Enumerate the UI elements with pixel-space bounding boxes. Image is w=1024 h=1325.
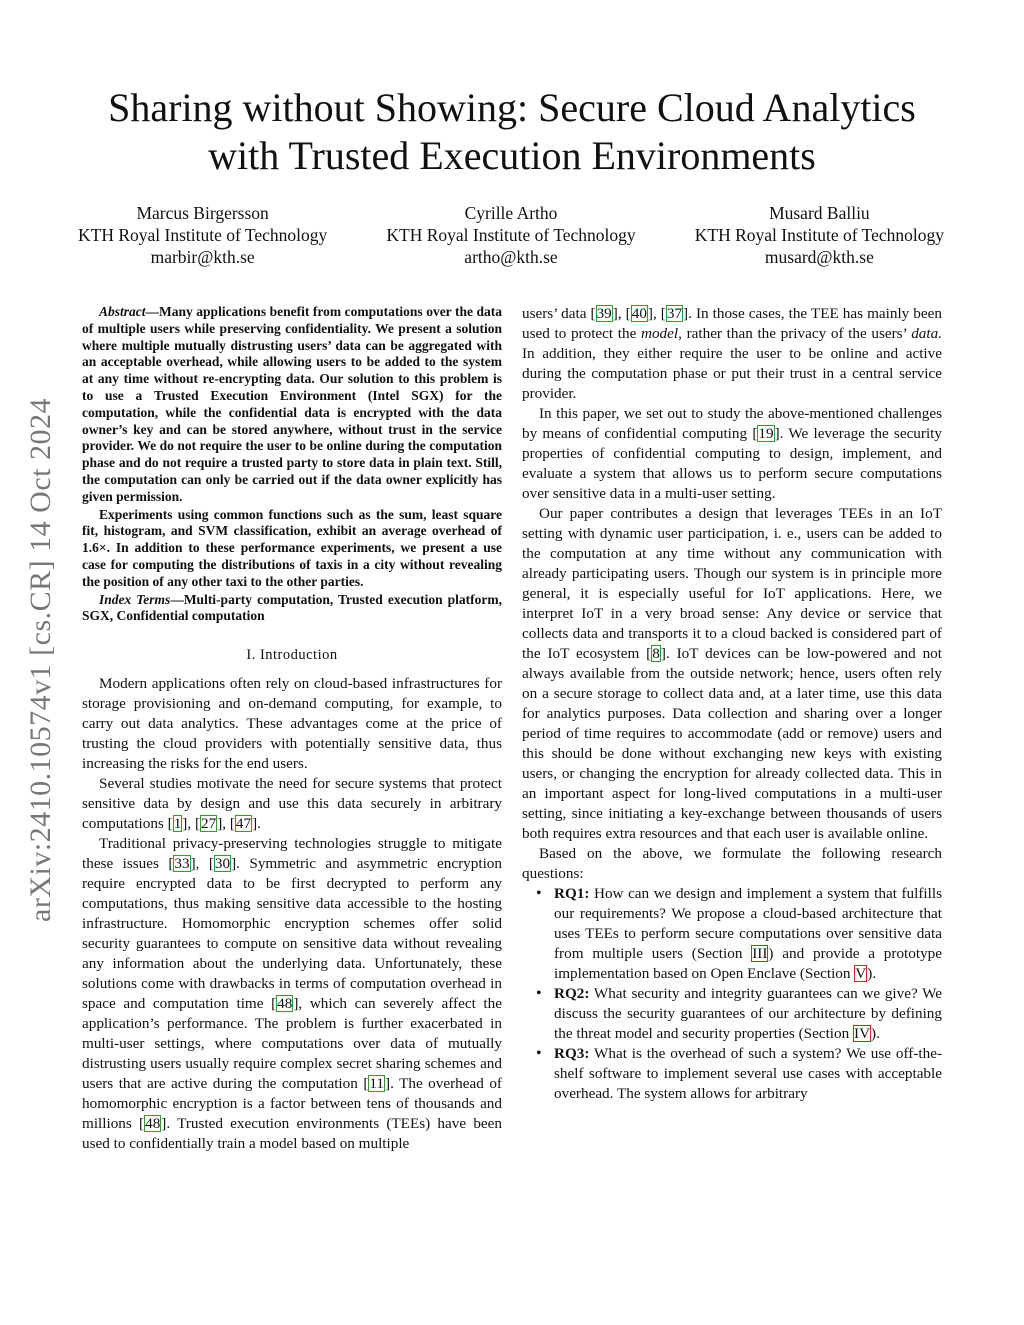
author-email[interactable]: musard@kth.se bbox=[764, 247, 874, 267]
text-run: In this paper, we set out to study the above-mentioned challenges by means of confidential computing bbox=[522, 405, 942, 442]
arxiv-identifier-stamp bbox=[6, 350, 76, 970]
author-email[interactable]: marbir@kth.se bbox=[150, 247, 255, 267]
text-run: Several studies motivate the need for secure systems that protect sensitive data by design and use this data securely in arbitrary computations bbox=[82, 775, 502, 833]
intro-paragraph-6: Our paper contributes a design that leverages TEEs in an IoT setting with dynamic user participation, i. e., users can be added to the computation at any time without any communication with already participating users. Though our system is in principle more general, it is especially useful for IoT applications. Here, we interpret IoT in a very broad sense: Any device or service that collects data and transports it to a cloud backed is considered part of the IoT ecosystem [8]. IoT devices can be low-powered and not always available from the outside network; hence, users often rely on a secure storage to collect data and, at a later time, use this data for analytics purposes. Data collection and sharing over a longer period of time requires to accommodate (add or remove) users and this should be done without exchanging new keys with existing users, or changing the encryption for already collected data. This in an important aspect for long-lived computations in a multi-user setting, since initiating a key-exchange between thousands of users both requires extra resources and that each user is available online. bbox=[522, 505, 942, 842]
author-1 bbox=[78, 202, 327, 268]
citation-link[interactable]: 19 bbox=[758, 425, 774, 442]
paper-title bbox=[60, 84, 964, 180]
text-run: ) and provide a prototype implementation based on Open Enclave (Section bbox=[554, 945, 943, 982]
arxiv-id-text: arXiv:2410.10574v1 [cs.CR] 14 Oct 2024 bbox=[24, 398, 57, 922]
abstract-label: Abstract bbox=[99, 304, 146, 319]
rq-label: RQ1: bbox=[554, 885, 590, 902]
index-terms-text: —Multi-party computation, Trusted execution platform, SGX, Confidential computation bbox=[82, 591, 502, 624]
citation-link[interactable]: 8 bbox=[652, 645, 660, 662]
text-run: In addition, they either require the user to be online and active during the computation phase or put their trust in a central service provider. bbox=[522, 345, 942, 402]
intro-paragraph-7: Based on the above, we formulate the following research questions: bbox=[522, 845, 942, 882]
author-name: Cyrille Artho bbox=[464, 203, 558, 223]
author-email[interactable]: artho@kth.se bbox=[464, 247, 558, 267]
abstract-text-1: —Many applications benefit from computations over the data of multiple users while preserving confidentiality. We present a solution where multiple mutually distrusting users’ data can be aggregated with an acceptable overhead, while allowing users to be added to the system at any time without re-encrypting data. Our solution to this problem is to use a Trusted Execution Environment (Intel SGX) for the computation, while the confidential data is encrypted with the data owner’s key and can be stored anywhere, without trust in the service provider. We do not require the user to be online during the computation phase and do not require a trusted party to store data in plain text. Still, the computation can only be carried out if the data owner explicitly has given permission. bbox=[82, 304, 502, 504]
intro-paragraph-3: Traditional privacy-preserving technologies struggle to mitigate these issues [33], [30]. Symmetric and asymmetric encryption require encrypted data to be first decrypted to perform any computations, thus making sensitive data accessible to the hosting infrastructure. Homomorphic encryption schemes offer solid security guarantees to compute on sensitive data without revealing any information about the underlying data. Unfortunately, these solutions come with drawbacks in terms of computation overhead in space and computation time [48], which can severely affect the application’s performance. The problem is further exacerbated in multi-user settings, where computations over data of mutually distrusting users usually require complex secret sharing schemes and users that are active during the computation [11]. The overhead of homomorphic encryption is a factor between tens of thousands and millions [48]. Trusted execution environments (TEEs) have been used to confidentially train a model based on multiple bbox=[82, 835, 502, 1153]
citation-link[interactable]: 30 bbox=[214, 855, 231, 873]
text-run: . In those cases, the TEE has mainly been used to protect the bbox=[522, 305, 942, 342]
author-name: Musard Balliu bbox=[769, 203, 870, 223]
citation-link[interactable]: 48 bbox=[145, 1115, 161, 1133]
text-run: Traditional privacy-preserving technologies struggle to mitigate these issues bbox=[82, 835, 502, 873]
text-run: , which can severely affect the application’s performance. The problem is further exacerbated in multi-user settings, where computations over data of mutually distrusting users usually require complex secret sharing schemes and users that are active during the computation bbox=[82, 995, 502, 1093]
text-run: rather than the privacy of the users’ bbox=[681, 325, 912, 342]
title-line-2: with Trusted Execution Environments bbox=[208, 133, 816, 178]
text-run: ). bbox=[867, 965, 877, 982]
citation-link[interactable]: 37 bbox=[666, 305, 683, 322]
text-run-italic: model, bbox=[641, 325, 682, 342]
intro-paragraph-1: Modern applications often rely on cloud-based infrastructures for storage provisioning and on-demand computing, for example, to carry out data analytics. These advantages come at the price of trusting the cloud providers with potentially sensitive data, thus increasing the risks for the end users. bbox=[82, 675, 502, 773]
text-run: What is the overhead of such a system? We use off-the-shelf software to implement several use cases with acceptable overhead. The system allows for arbitrary bbox=[554, 1045, 942, 1102]
citation-link[interactable]: 48 bbox=[277, 995, 293, 1013]
author-3 bbox=[695, 202, 944, 268]
index-terms-label: Index Terms bbox=[99, 591, 171, 607]
rq-label: RQ3: bbox=[554, 1045, 590, 1062]
citation-link[interactable]: 40 bbox=[631, 305, 647, 322]
text-run: . Trusted execution environments (TEEs) have been used to confidentially train a model based on multiple bbox=[82, 1115, 502, 1153]
citation-link[interactable]: 39 bbox=[596, 305, 612, 322]
author-affiliation: KTH Royal Institute of Technology bbox=[386, 225, 636, 245]
author-name: Marcus Birgersson bbox=[136, 203, 269, 223]
intro-paragraph-4: users’ data [39], [40], [37]. In those cases, the TEE has mainly been used to protect the model, rather than the privacy of the users’ data. In addition, they either require the user to be online and active during the computation phase or put their trust in a central service provider. bbox=[522, 305, 942, 402]
author-affiliation: KTH Royal Institute of Technology bbox=[694, 225, 944, 245]
section-heading-introduction: I. Introduction bbox=[246, 647, 338, 664]
author-2 bbox=[386, 202, 635, 268]
text-run: How can we design and implement a system that fulfills our requirements? We propose a cloud-based architecture that uses TEEs to perform secure computations over sensitive data from multiple users (Section bbox=[554, 885, 942, 962]
research-question-2 bbox=[554, 984, 942, 1044]
text-run: ). bbox=[871, 1025, 880, 1042]
research-questions-list bbox=[522, 884, 942, 1104]
citation-link[interactable]: 47 bbox=[235, 815, 252, 833]
text-run: . IoT devices can be low-powered and not always available from the outside network; hence, users often rely on a secure storage to collect data and, at a later time, use this data for analytics purposes. Data collection and sharing over a longer period of time requires to accommodate (add or remove) users and this should be done without exchanging new keys with existing users, or changing the encryption for already collected data. This in an important aspect for long-lived computations in a multi-user setting, since initiating a key-exchange between thousands of users both requires extra resources and that each user is available online. bbox=[522, 645, 942, 842]
text-run: . We leverage the security properties of confidential computing to design, implement, and evaluate a system that allows us to perform secure computations over sensitive data in a multi-user setting. bbox=[522, 425, 942, 502]
right-column bbox=[522, 304, 942, 1104]
intro-paragraph-5: In this paper, we set out to study the above-mentioned challenges by means of confidential computing [19]. We leverage the security properties of confidential computing to design, implement, and evaluate a system that allows us to perform secure computations over sensitive data in a multi-user setting. bbox=[522, 405, 942, 502]
index-terms bbox=[82, 592, 502, 626]
research-question-1 bbox=[554, 884, 942, 984]
citation-link[interactable]: 33 bbox=[174, 855, 190, 873]
text-run-italic: data. bbox=[911, 325, 942, 342]
text-run: . The overhead of homomorphic encryption is a factor between tens of thousands and millions bbox=[82, 1075, 502, 1133]
abstract-paragraph-1 bbox=[82, 304, 502, 506]
section-reference-link[interactable]: V bbox=[855, 965, 867, 982]
section-reference-link[interactable]: III bbox=[752, 945, 768, 962]
text-run: What security and integrity guarantees can we give? We discuss the security guarantees of our architecture by defining the threat model and security properties (Section bbox=[554, 985, 942, 1042]
research-question-3 bbox=[554, 1044, 942, 1104]
intro-paragraph-2: Several studies motivate the need for secure systems that protect sensitive data by design and use this data securely in arbitrary computations [1], [27], [47]. bbox=[82, 775, 502, 833]
text-run: . Symmetric and asymmetric encryption require encrypted data to be first decrypted to perform any computations, thus making sensitive data accessible to the hosting infrastructure. Homomorphic encryption schemes offer solid security guarantees to compute on sensitive data without revealing any information about the underlying data. Unfortunately, these solutions come with drawbacks in terms of computation overhead in space and computation time bbox=[82, 855, 502, 1013]
text-run: Our paper contributes a design that leverages TEEs in an IoT setting with dynamic user participation, i. e., users can be added to the computation at any time without any communication with already participating users. Though our system is in principle more general, it is especially useful for IoT applications. Here, we interpret IoT in a very broad sense: Any device or service that collects data and transports it to a cloud backed is considered part of the IoT ecosystem bbox=[522, 505, 942, 662]
section-reference-link[interactable]: IV bbox=[854, 1025, 871, 1042]
author-affiliation: KTH Royal Institute of Technology bbox=[78, 225, 328, 245]
text-run: users’ data bbox=[522, 305, 591, 322]
abstract bbox=[82, 304, 502, 625]
author-block bbox=[78, 202, 944, 268]
left-column bbox=[82, 304, 502, 1154]
rq-label: RQ2: bbox=[554, 985, 590, 1002]
citation-link[interactable]: 1 bbox=[173, 815, 182, 833]
title-line-1: Sharing without Showing: Secure Cloud Analytics bbox=[108, 85, 916, 130]
abstract-paragraph-2: Experiments using common functions such as the sum, least square fit, histogram, and SVM classification, exhibit an average overhead of 1.6×. In addition to these performance experiments, we present a use case for computing the distributions of taxis in a city without revealing the position of any other taxi to the other parties. bbox=[82, 506, 502, 589]
introduction-left bbox=[82, 674, 502, 1154]
citation-link[interactable]: 11 bbox=[369, 1075, 385, 1093]
citation-link[interactable]: 27 bbox=[201, 815, 217, 833]
